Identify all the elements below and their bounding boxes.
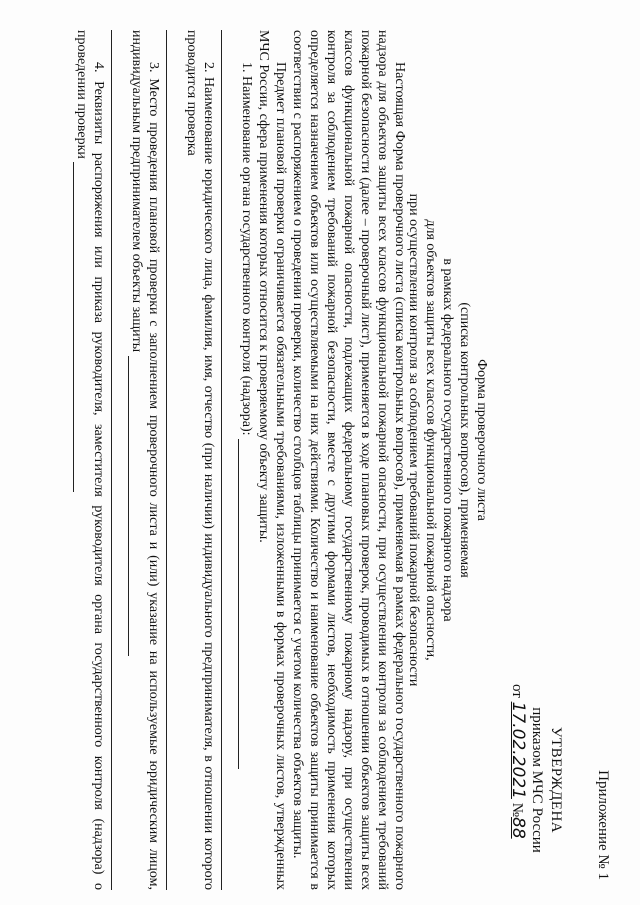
handwritten-number: 88 [508, 817, 528, 839]
intro-paragraph: Настоящая Форма проверочного листа (списка контрольных вопросов), применяемая в рамках федерального государственного пожарного надзора для объектов защиты всех классов функциональной пожарной опасности, при осуществлении контроля за соблюдением требований пожарной безопасности (далее – проверочный лист), применяется в ходе плановых проверок, проводимых в отношении объектов защиты всех классов функциональной пожарной опасности, подлежащих федеральному государственному пожарному надзору, при осуществлении контроля за соблюдением требований пожарной безопасности, вместе с другими формами листов, необходимость применения которых определяется назначением объектов или осуществляемыми на них действиями. Количество и наименование объектов защиты принимается в соответствии с распоряжением о проведении проверки, количество столбцов таблицы принимается с учетом количества объектов защиты. [290, 30, 407, 890]
item-1: 1. Наименование органа государственного контроля (надзора): [238, 30, 255, 890]
scope-paragraph: Предмет плановой проверки ограничивается обязательными требованиями, изложенными в формах проверочных листов, утвержденных МЧС России, сфера применения которых относится к проверяемому объекту защиты. [256, 30, 288, 890]
appendix-number: Приложение № 1 [595, 770, 611, 880]
item-1-fill-line [238, 439, 239, 769]
title-line-4: для объектов защиты всех классов функциональной пожарной опасности, [423, 219, 438, 661]
item-3: 3. Место проведения плановой проверки с заполнением проверочного листа и (или) указание на используемые юридическим лицом, индивидуальным предпринимателем объекты защиты [129, 30, 161, 890]
item-3-fill-line [128, 356, 129, 656]
number-label: № [509, 802, 525, 818]
item-2-rule [166, 30, 181, 890]
title-line-3: в рамках федерального государственного пожарного надзора [440, 258, 455, 622]
order-date-number-line [507, 680, 527, 880]
title-line-5: при осуществлении контроля за соблюдением требований пожарной безопасности [406, 193, 421, 687]
document-title [405, 120, 490, 760]
item-4: 4. Реквизиты распоряжения или приказа руководителя, заместителя руководителя органа государственного контроля (надзора) о проведении проверки [74, 30, 106, 890]
title-line-1: Форма проверочного листа [474, 359, 489, 521]
document-body [73, 30, 408, 890]
item-3-rule [111, 30, 126, 890]
item-1-rule [221, 30, 236, 890]
item-2: 2. Наименование юридического лица, фамилия, имя, отчество (при наличии) индивидуального предпринимателя, в отношении которого проводится проверка [184, 30, 216, 890]
approved-heading: УТВЕРЖДЕНА [548, 726, 564, 834]
order-reference: приказом МЧС России [529, 707, 545, 853]
title-line-2: (списка контрольных вопросов), применяемая [457, 302, 472, 578]
item-4-fill-line [73, 162, 74, 492]
handwritten-date: 17.02.2021 [508, 701, 528, 799]
from-label: от [509, 684, 525, 698]
approval-stamp-block [507, 680, 612, 880]
